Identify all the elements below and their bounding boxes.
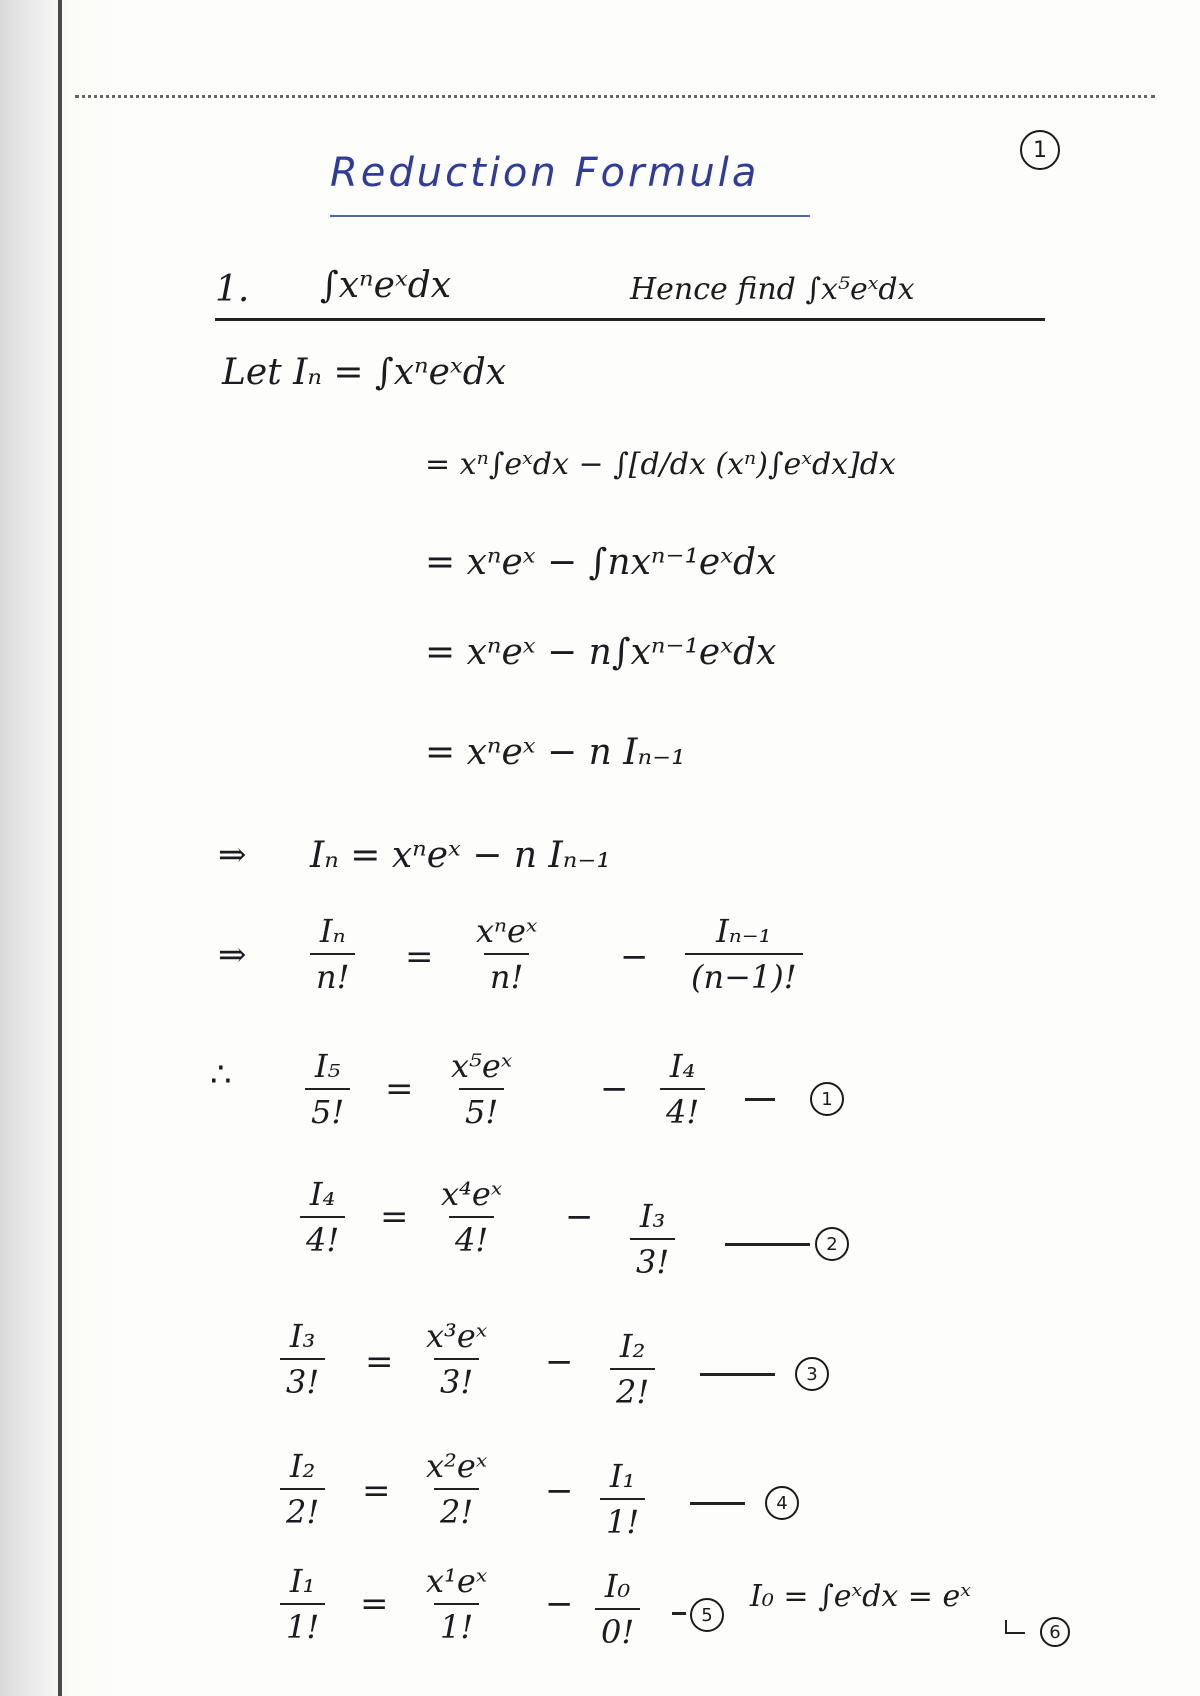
eq3-lhs-fraction [280, 1317, 325, 1401]
question-integral: ∫xⁿeˣdx [320, 265, 452, 306]
eq4-rhs-fraction [600, 1457, 645, 1541]
therefore-symbol: ∴ [210, 1055, 232, 1095]
fraction-numerator: x²eˣ [426, 1447, 488, 1485]
tag-leader-dash [700, 1373, 775, 1376]
divided-mid-fraction [470, 912, 543, 996]
fraction-numerator: I₄ [309, 1175, 336, 1213]
divided-lhs-fraction [310, 912, 355, 996]
fraction-denominator: 5! [305, 1088, 350, 1128]
eq5-lhs-fraction [280, 1562, 325, 1646]
equation-tag-4: 4 [765, 1486, 799, 1520]
eq5-rhs-fraction [595, 1567, 640, 1651]
fraction-denominator: 3! [434, 1358, 479, 1398]
eq1-lhs-fraction [305, 1047, 350, 1131]
fraction-numerator: x³eˣ [426, 1317, 488, 1355]
derivation-step-3: = xⁿeˣ − n∫xⁿ⁻¹eˣdx [425, 632, 777, 673]
i0-note: I₀ = ∫eˣdx = eˣ [750, 1579, 971, 1614]
fraction-denominator: 1! [600, 1498, 645, 1538]
minus-sign: − [545, 1342, 574, 1382]
eq3-rhs-fraction [610, 1327, 655, 1411]
title-underline [330, 215, 810, 217]
fraction-denominator: 2! [434, 1488, 479, 1528]
fraction-denominator: 4! [300, 1216, 345, 1256]
fraction-denominator: 4! [660, 1088, 705, 1128]
eq5-mid-fraction [420, 1562, 493, 1646]
i0-bracket-mark [1005, 1620, 1025, 1634]
equation-tag-6: 6 [1040, 1617, 1070, 1647]
eq2-lhs-fraction [300, 1175, 345, 1259]
minus-sign: − [600, 1069, 629, 1109]
fraction-numerator: Iₙ [319, 912, 346, 950]
minus-sign: − [545, 1584, 574, 1624]
implies-arrow-1: ⇒ [218, 835, 247, 875]
eq1-mid-fraction [445, 1047, 518, 1131]
page-title: Reduction Formula [330, 150, 760, 196]
fraction-numerator: I₄ [669, 1047, 696, 1085]
equals-sign: = [362, 1471, 391, 1511]
equation-tag-5: 5 [690, 1598, 724, 1632]
equation-tag-2: 2 [815, 1227, 849, 1261]
eq2-mid-fraction [435, 1175, 508, 1259]
equals-sign: = [360, 1584, 389, 1624]
fraction-numerator: xⁿeˣ [476, 912, 538, 950]
fraction-numerator: I₂ [619, 1327, 646, 1365]
fraction-numerator: x¹eˣ [426, 1562, 488, 1600]
fraction-numerator: I₂ [289, 1447, 316, 1485]
equation-tag-3: 3 [795, 1357, 829, 1391]
tag-leader-dash [725, 1243, 810, 1246]
tag-leader-dash [745, 1098, 775, 1101]
fraction-numerator: x⁴eˣ [441, 1175, 503, 1213]
eq2-rhs-fraction [630, 1197, 675, 1281]
fraction-denominator: 3! [630, 1238, 675, 1278]
equals-sign: = [405, 937, 434, 977]
derivation-step-4: = xⁿeˣ − n Iₙ₋₁ [425, 732, 686, 773]
derivation-step-1: = xⁿ∫eˣdx − ∫[d/dx (xⁿ)∫eˣdx]dx [425, 447, 896, 482]
fraction-denominator: 5! [459, 1088, 504, 1128]
implies-line-1: Iₙ = xⁿeˣ − n Iₙ₋₁ [310, 835, 611, 876]
fraction-numerator: x⁵eˣ [451, 1047, 513, 1085]
eq1-rhs-fraction [660, 1047, 705, 1131]
derivation-step-2: = xⁿeˣ − ∫nxⁿ⁻¹eˣdx [425, 542, 777, 583]
fraction-denominator: n! [310, 953, 355, 993]
implies-arrow-2: ⇒ [218, 935, 247, 975]
page-number: 1 [1020, 130, 1060, 170]
perforation-dots [75, 95, 1155, 98]
fraction-denominator: (n−1)! [685, 953, 803, 993]
equals-sign: = [365, 1342, 394, 1382]
eq4-mid-fraction [420, 1447, 493, 1531]
minus-sign: − [545, 1471, 574, 1511]
fraction-numerator: Iₙ₋₁ [716, 912, 772, 950]
fraction-denominator: 0! [595, 1608, 640, 1648]
let-line: Let Iₙ = ∫xⁿeˣdx [222, 352, 507, 393]
fraction-denominator: n! [484, 953, 529, 993]
fraction-denominator: 1! [280, 1603, 325, 1643]
question-task: Hence find ∫x⁵eˣdx [630, 272, 915, 307]
question-underline [215, 318, 1045, 321]
equation-tag-1: 1 [810, 1082, 844, 1116]
fraction-numerator: I₃ [639, 1197, 666, 1235]
fraction-numerator: I₃ [289, 1317, 316, 1355]
fraction-denominator: 4! [449, 1216, 494, 1256]
fraction-denominator: 2! [280, 1488, 325, 1528]
equals-sign: = [380, 1197, 409, 1237]
fraction-denominator: 3! [280, 1358, 325, 1398]
divided-rhs-fraction [685, 912, 803, 996]
tag-leader-dash [690, 1502, 745, 1505]
fraction-numerator: I₁ [289, 1562, 316, 1600]
eq3-mid-fraction [420, 1317, 493, 1401]
tag-leader-dash [672, 1612, 686, 1615]
question-number: 1. [215, 269, 250, 310]
fraction-denominator: 1! [434, 1603, 479, 1643]
minus-sign: − [565, 1197, 594, 1237]
equals-sign: = [385, 1069, 414, 1109]
minus-sign: − [620, 937, 649, 977]
fraction-numerator: I₅ [314, 1047, 341, 1085]
fraction-numerator: I₀ [604, 1567, 631, 1605]
fraction-numerator: I₁ [609, 1457, 636, 1495]
page-binding-edge [58, 0, 62, 1696]
fraction-denominator: 2! [610, 1368, 655, 1408]
eq4-lhs-fraction [280, 1447, 325, 1531]
